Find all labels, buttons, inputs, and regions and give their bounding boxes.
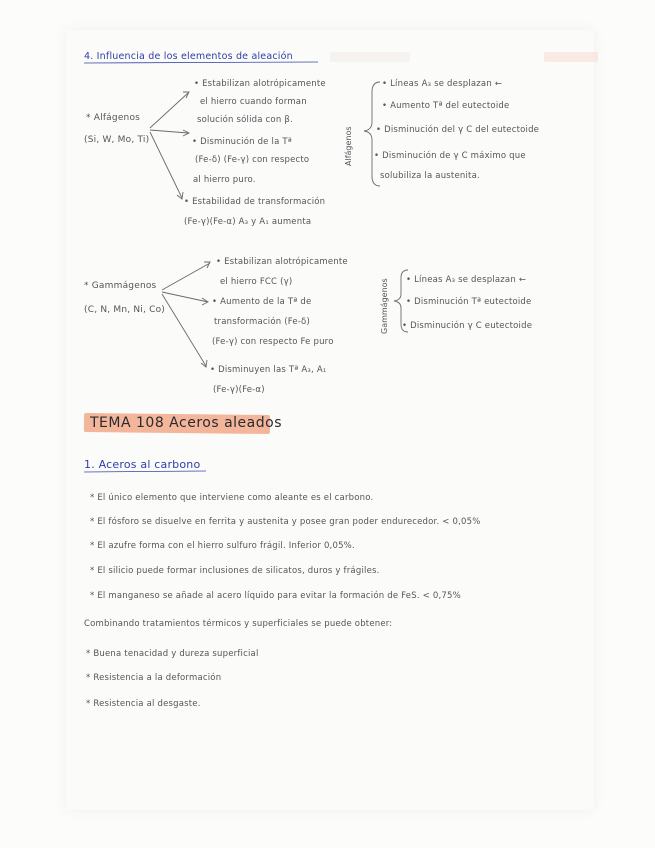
effect-line: (Fe-γ)(Fe-α) xyxy=(213,385,265,395)
bullet-item: * El único elemento que interviene como aleante es el carbono. xyxy=(90,493,374,503)
effect-line: • Estabilizan alotrópicamente xyxy=(216,257,348,267)
side-effect-line: • Disminución Tª eutectoide xyxy=(406,297,532,307)
gammagenos-side-label: Gammágenos xyxy=(380,278,389,334)
alfagenos-side-label: Alfágenos xyxy=(344,126,353,166)
section-heading: 4. Influencia de los elementos de aleación xyxy=(84,51,293,62)
bullet-item: * El manganeso se añade al acero líquido para evitar la formación de FeS. < 0,75% xyxy=(90,591,461,601)
side-effect-line: • Aumento Tª del eutectoide xyxy=(382,101,510,111)
side-effect-line: • Disminución del γ C del eutectoide xyxy=(376,125,540,135)
effect-line: (Fe-γ) con respecto Fe puro xyxy=(212,337,334,347)
combo-item: * Buena tenacidad y dureza superficial xyxy=(86,649,259,659)
effect-line: el hierro cuando forman xyxy=(200,97,307,107)
combo-item: * Resistencia al desgaste. xyxy=(86,699,201,709)
effect-line: • Estabilidad de transformación xyxy=(184,197,326,207)
effect-line: • Estabilizan alotrópicamente xyxy=(194,79,326,89)
combo-item: * Resistencia a la deformación xyxy=(86,673,222,683)
effect-line: • Aumento de la Tª de xyxy=(212,297,312,307)
arrow-line xyxy=(150,132,182,198)
gammagenos-elements: (C, N, Mn, Ni, Co) xyxy=(84,305,166,315)
effect-line: (Fe-γ)(Fe-α) A₃ y A₁ aumenta xyxy=(184,217,312,227)
arrow-line xyxy=(150,93,188,128)
side-effect-line: • Líneas A₃ se desplazan ← xyxy=(406,275,527,285)
side-effect-line: • Disminución γ C eutectoide xyxy=(402,321,533,331)
alfagenos-label: * Alfágenos xyxy=(86,113,141,123)
effect-line: • Disminuyen las Tª A₃, A₁ xyxy=(210,365,327,375)
section-heading: 1. Aceros al carbono xyxy=(84,458,201,471)
tema-title: TEMA 108 Aceros aleados xyxy=(90,415,282,431)
bullet-item: * El fósforo se disuelve en ferrita y austenita y posee gran poder endurecedor. < 0,05% xyxy=(90,517,481,527)
arrow-line xyxy=(162,263,210,290)
effect-line: al hierro puro. xyxy=(193,175,256,185)
effect-line: transformación (Fe-δ) xyxy=(214,317,310,327)
effect-line: • Disminución de la Tª xyxy=(192,137,292,147)
arrow-line xyxy=(162,292,208,302)
alfagenos-elements: (Si, W, Mo, Ti) xyxy=(84,135,150,145)
effect-line: el hierro FCC (γ) xyxy=(220,277,293,287)
side-effect-line: solubiliza la austenita. xyxy=(380,171,480,181)
bullet-item: * El silicio puede formar inclusiones de silicatos, duros y frágiles. xyxy=(90,566,380,576)
side-effect-line: • Disminución de γ C máximo que xyxy=(374,151,526,161)
effect-line: (Fe-δ) (Fe-γ) con respecto xyxy=(195,155,310,165)
combo-intro: Combinando tratamientos térmicos y superficiales se puede obtener: xyxy=(84,619,393,629)
arrow-line xyxy=(150,130,188,133)
gammagenos-label: * Gammágenos xyxy=(84,281,157,291)
arrow-line xyxy=(162,294,206,366)
side-effect-line: • Líneas A₃ se desplazan ← xyxy=(382,79,503,89)
effect-line: solución sólida con β. xyxy=(197,115,293,125)
bullet-item: * El azufre forma con el hierro sulfuro frágil. Inferior 0,05%. xyxy=(90,541,355,551)
